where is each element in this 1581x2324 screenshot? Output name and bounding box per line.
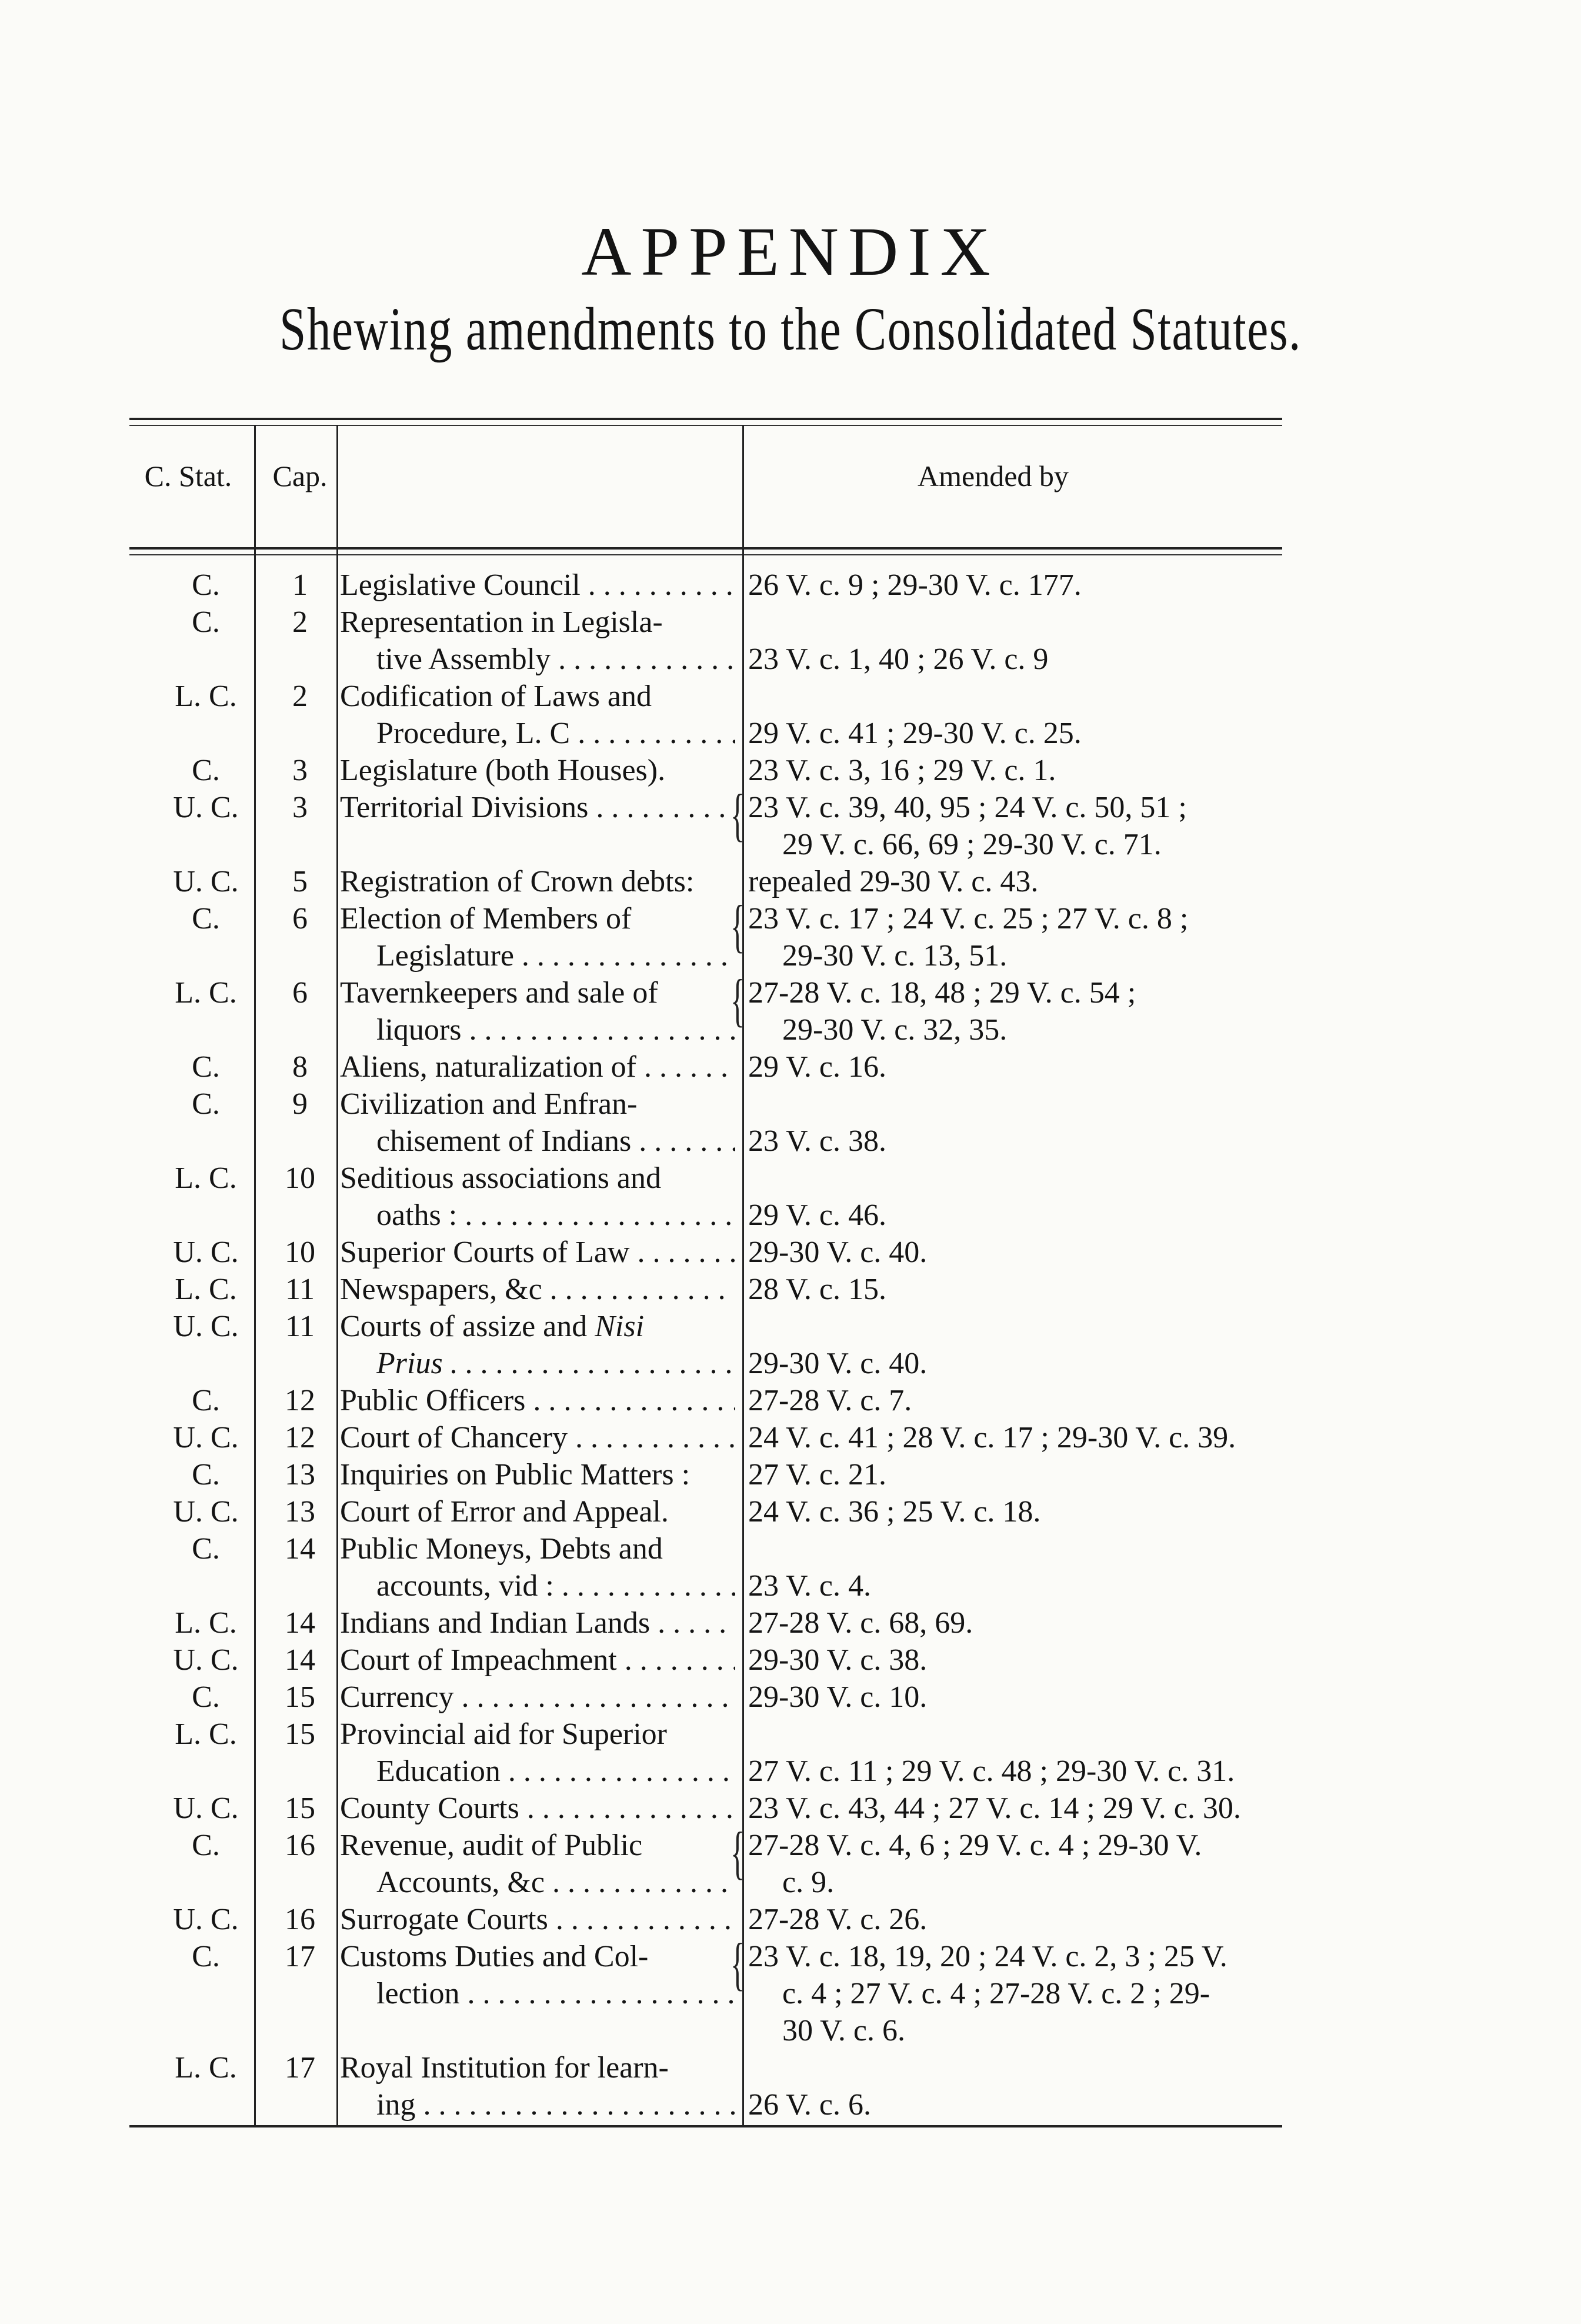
cell-c-stat: U. C.	[173, 1421, 239, 1454]
cell-subject: accounts, vid : . . .	[376, 1569, 735, 1604]
cell-c-stat: C.	[192, 754, 220, 787]
cell-amended-by: 24 V. c. 36 ; 25 V. c. 18.	[748, 1495, 1041, 1529]
cell-amended-by: repealed 29-30 V. c. 43.	[748, 865, 1039, 898]
cell-subject: Education . . .	[376, 1754, 735, 1789]
cell-cap: 14	[285, 1532, 315, 1566]
cell-amended-by: 28 V. c. 15.	[748, 1273, 886, 1306]
brace-mark: {	[731, 1820, 745, 1885]
cell-c-stat: U. C.	[173, 791, 239, 824]
appendix-subtitle: Shewing amendments to the Consolidated Statutes.	[279, 295, 1302, 363]
header-bottom-rule	[129, 547, 1282, 550]
table-row	[0, 1754, 1581, 1789]
header-bottom-rule-thin	[129, 554, 1282, 555]
cell-amended-by: 29-30 V. c. 32, 35.	[782, 1013, 1008, 1047]
cell-subject: Representation in Legisla-	[340, 605, 663, 639]
cell-c-stat: C.	[192, 1458, 220, 1491]
cell-amended-by: 23 V. c. 39, 40, 95 ; 24 V. c. 50, 51 ;	[748, 791, 1187, 824]
cell-subject: Codification of Laws and	[340, 680, 652, 713]
table-row	[0, 1013, 1581, 1048]
cell-subject: Royal Institution for learn-	[340, 2051, 669, 2085]
cell-amended-by: 23 V. c. 1, 40 ; 26 V. c. 9	[748, 642, 1049, 676]
table-bottom-rule	[129, 2125, 1282, 2127]
cell-c-stat: U. C.	[173, 1495, 239, 1529]
table-row	[0, 975, 1581, 1011]
cell-subject: Provincial aid for Superior	[340, 1717, 667, 1751]
cell-subject: ing . . .	[376, 2087, 735, 2123]
cell-subject: Newspapers, &c . . .	[340, 1272, 735, 1307]
cell-cap: 17	[285, 2051, 315, 2085]
cell-cap: 8	[292, 1050, 308, 1084]
brace-mark: {	[731, 782, 745, 847]
table-row	[0, 864, 1581, 900]
table-row	[0, 1828, 1581, 1863]
table-row	[0, 1865, 1581, 1900]
table-row	[0, 1420, 1581, 1456]
cell-c-stat: U. C.	[173, 865, 239, 898]
cell-subject: tive Assembly . . .	[376, 642, 735, 677]
cell-c-stat: C.	[192, 605, 220, 639]
cell-amended-by: 29-30 V. c. 40.	[748, 1236, 928, 1269]
cell-c-stat: U. C.	[173, 1643, 239, 1677]
cell-amended-by: 29-30 V. c. 38.	[748, 1643, 928, 1677]
cell-cap: 3	[292, 791, 308, 824]
cell-c-stat: L. C.	[175, 1717, 237, 1751]
table-row	[0, 642, 1581, 677]
table-row	[0, 1272, 1581, 1307]
cell-subject: Courts of assize and Nisi	[340, 1310, 645, 1343]
brace-mark: {	[731, 893, 745, 958]
cell-amended-by: 29 V. c. 16.	[748, 1050, 886, 1084]
cell-amended-by: 27-28 V. c. 7.	[748, 1384, 912, 1417]
cell-subject: Public Officers . . .	[340, 1383, 735, 1419]
appendix-title: APPENDIX	[581, 213, 1000, 290]
cell-subject: Indians and Indian Lands . . .	[340, 1606, 735, 1641]
cell-c-stat: C.	[192, 1532, 220, 1566]
table-top-rule	[129, 418, 1282, 420]
table-row	[0, 716, 1581, 751]
cell-amended-by: 24 V. c. 41 ; 28 V. c. 17 ; 29-30 V. c. 39.	[748, 1421, 1236, 1454]
cell-c-stat: L. C.	[175, 1606, 237, 1640]
cell-amended-by: 23 V. c. 43, 44 ; 27 V. c. 14 ; 29 V. c. 30.	[748, 1792, 1241, 1825]
cell-amended-by: c. 9.	[782, 1866, 835, 1899]
cell-amended-by: 27-28 V. c. 18, 48 ; 29 V. c. 54 ;	[748, 976, 1136, 1010]
cell-cap: 3	[292, 754, 308, 787]
cell-cap: 10	[285, 1236, 315, 1269]
cell-subject: Legislature (both Houses).	[340, 754, 666, 787]
cell-cap: 12	[285, 1421, 315, 1454]
cell-subject: Revenue, audit of Public	[340, 1829, 643, 1862]
cell-cap: 9	[292, 1087, 308, 1121]
table-row	[0, 1346, 1581, 1381]
cell-subject: Court of Chancery . . .	[340, 1420, 735, 1456]
cell-subject: Election of Members of	[340, 902, 632, 935]
cell-c-stat: L. C.	[175, 1273, 237, 1306]
table-row	[0, 1643, 1581, 1678]
cell-c-stat: U. C.	[173, 1792, 239, 1825]
cell-subject: Surrogate Courts . . .	[340, 1902, 735, 1937]
cell-amended-by: c. 4 ; 27 V. c. 4 ; 27-28 V. c. 2 ; 29-	[782, 1977, 1210, 2010]
table-row	[0, 1976, 1581, 2012]
cell-c-stat: C.	[192, 1050, 220, 1084]
cell-subject: Public Moneys, Debts and	[340, 1532, 663, 1566]
table-row	[0, 1198, 1581, 1233]
cell-amended-by: 23 V. c. 18, 19, 20 ; 24 V. c. 2, 3 ; 25 V.	[748, 1940, 1228, 1973]
cell-c-stat: U. C.	[173, 1903, 239, 1936]
cell-subject: Court of Impeachment . . .	[340, 1643, 735, 1678]
cell-c-stat: C.	[192, 1829, 220, 1862]
cell-c-stat: L. C.	[175, 976, 237, 1010]
header-c-stat: C. Stat.	[144, 460, 232, 492]
cell-amended-by: 23 V. c. 4.	[748, 1569, 871, 1603]
cell-subject: Territorial Divisions . . .	[340, 790, 735, 825]
cell-cap: 17	[285, 1940, 315, 1973]
cell-amended-by: 29-30 V. c. 13, 51.	[782, 939, 1008, 973]
cell-cap: 15	[285, 1717, 315, 1751]
header-cap: Cap.	[272, 460, 328, 492]
table-row	[0, 901, 1581, 937]
cell-cap: 15	[285, 1792, 315, 1825]
cell-subject: Legislature . . .	[376, 938, 735, 974]
table-row	[0, 1902, 1581, 1937]
cell-amended-by: 23 V. c. 17 ; 24 V. c. 25 ; 27 V. c. 8 ;	[748, 902, 1189, 935]
table-row	[0, 1383, 1581, 1419]
brace-mark: {	[731, 967, 745, 1033]
brace-mark: {	[731, 1931, 745, 1996]
cell-subject: Tavernkeepers and sale of	[340, 976, 658, 1010]
cell-cap: 6	[292, 902, 308, 935]
cell-amended-by: 27-28 V. c. 4, 6 ; 29 V. c. 4 ; 29-30 V.	[748, 1829, 1202, 1862]
cell-subject: Court of Error and Appeal.	[340, 1495, 669, 1529]
table-row	[0, 1494, 1581, 1530]
cell-subject: Registration of Crown debts:	[340, 865, 695, 898]
cell-amended-by: 27-28 V. c. 26.	[748, 1903, 928, 1936]
cell-c-stat: C.	[192, 1940, 220, 1973]
table-row	[0, 1124, 1581, 1159]
table-row	[0, 827, 1581, 863]
cell-subject: Inquiries on Public Matters :	[340, 1458, 691, 1491]
cell-cap: 13	[285, 1495, 315, 1529]
cell-cap: 5	[292, 865, 308, 898]
table-row	[0, 1569, 1581, 1604]
cell-subject: Seditious associations and	[340, 1161, 661, 1195]
cell-subject: Procedure, L. C . . .	[376, 716, 735, 751]
cell-cap: 10	[285, 1161, 315, 1195]
cell-c-stat: U. C.	[173, 1236, 239, 1269]
cell-c-stat: L. C.	[175, 2051, 237, 2085]
table-row	[0, 2050, 1581, 2086]
cell-subject: Currency . . .	[340, 1680, 735, 1715]
table-row	[0, 2087, 1581, 2123]
cell-c-stat: C.	[192, 1680, 220, 1714]
cell-amended-by: 29 V. c. 66, 69 ; 29-30 V. c. 71.	[782, 828, 1162, 861]
cell-amended-by: 30 V. c. 6.	[782, 2014, 905, 2047]
table-row	[0, 1791, 1581, 1826]
cell-cap: 11	[285, 1310, 315, 1343]
cell-amended-by: 29-30 V. c. 40.	[748, 1347, 928, 1380]
cell-amended-by: 27 V. c. 21.	[748, 1458, 886, 1491]
table-row	[0, 1309, 1581, 1344]
table-top-rule-thin	[129, 425, 1282, 426]
table-row	[0, 1680, 1581, 1715]
cell-amended-by: 23 V. c. 3, 16 ; 29 V. c. 1.	[748, 754, 1056, 787]
cell-cap: 6	[292, 976, 308, 1010]
cell-amended-by: 26 V. c. 6.	[748, 2088, 871, 2122]
table-row	[0, 1050, 1581, 1085]
cell-cap: 2	[292, 605, 308, 639]
cell-c-stat: C.	[192, 1087, 220, 1121]
cell-cap: 13	[285, 1458, 315, 1491]
cell-c-stat: C.	[192, 568, 220, 602]
cell-c-stat: L. C.	[175, 680, 237, 713]
cell-cap: 1	[292, 568, 308, 602]
cell-amended-by: 26 V. c. 9 ; 29-30 V. c. 177.	[748, 568, 1082, 602]
table-row	[0, 938, 1581, 974]
cell-cap: 12	[285, 1384, 315, 1417]
table-row	[0, 568, 1581, 603]
cell-cap: 2	[292, 680, 308, 713]
cell-cap: 16	[285, 1903, 315, 1936]
table-row	[0, 753, 1581, 788]
cell-cap: 14	[285, 1606, 315, 1640]
cell-c-stat: U. C.	[173, 1310, 239, 1343]
cell-subject: lection . . .	[376, 1976, 735, 2012]
cell-amended-by: 27 V. c. 11 ; 29 V. c. 48 ; 29-30 V. c. 31.	[748, 1754, 1235, 1788]
cell-subject: Accounts, &c . . .	[376, 1865, 735, 1900]
cell-subject: oaths : . . .	[376, 1198, 735, 1233]
table-row	[0, 1606, 1581, 1641]
cell-amended-by: 29 V. c. 46.	[748, 1198, 886, 1232]
table-row	[0, 1939, 1581, 1975]
table-row	[0, 679, 1581, 714]
cell-cap: 11	[285, 1273, 315, 1306]
cell-subject: Prius . . .	[376, 1346, 735, 1381]
cell-amended-by: 29-30 V. c. 10.	[748, 1680, 928, 1714]
table-row	[0, 1161, 1581, 1196]
cell-c-stat: C.	[192, 902, 220, 935]
cell-cap: 14	[285, 1643, 315, 1677]
table-row	[0, 1531, 1581, 1567]
table-row	[0, 1457, 1581, 1493]
cell-subject: Legislative Council . . .	[340, 568, 735, 603]
cell-subject: liquors . . .	[376, 1013, 735, 1048]
table-row	[0, 1087, 1581, 1122]
cell-c-stat: L. C.	[175, 1161, 237, 1195]
cell-subject: Civilization and Enfran-	[340, 1087, 638, 1121]
cell-subject: Superior Courts of Law . . .	[340, 1235, 735, 1270]
cell-amended-by: 29 V. c. 41 ; 29-30 V. c. 25.	[748, 717, 1082, 750]
cell-subject: Customs Duties and Col-	[340, 1940, 649, 1973]
cell-subject: County Courts . . .	[340, 1791, 735, 1826]
cell-cap: 15	[285, 1680, 315, 1714]
table-row	[0, 2013, 1581, 2049]
table-row	[0, 605, 1581, 640]
cell-c-stat: C.	[192, 1384, 220, 1417]
table-row	[0, 1717, 1581, 1752]
cell-amended-by: 27-28 V. c. 68, 69.	[748, 1606, 973, 1640]
cell-amended-by: 23 V. c. 38.	[748, 1124, 886, 1158]
header-amended-by: Amended by	[918, 460, 1069, 492]
cell-cap: 16	[285, 1829, 315, 1862]
cell-subject: Aliens, naturalization of . . .	[340, 1050, 735, 1085]
table-row	[0, 1235, 1581, 1270]
table-row	[0, 790, 1581, 825]
cell-subject: chisement of Indians . . .	[376, 1124, 735, 1159]
